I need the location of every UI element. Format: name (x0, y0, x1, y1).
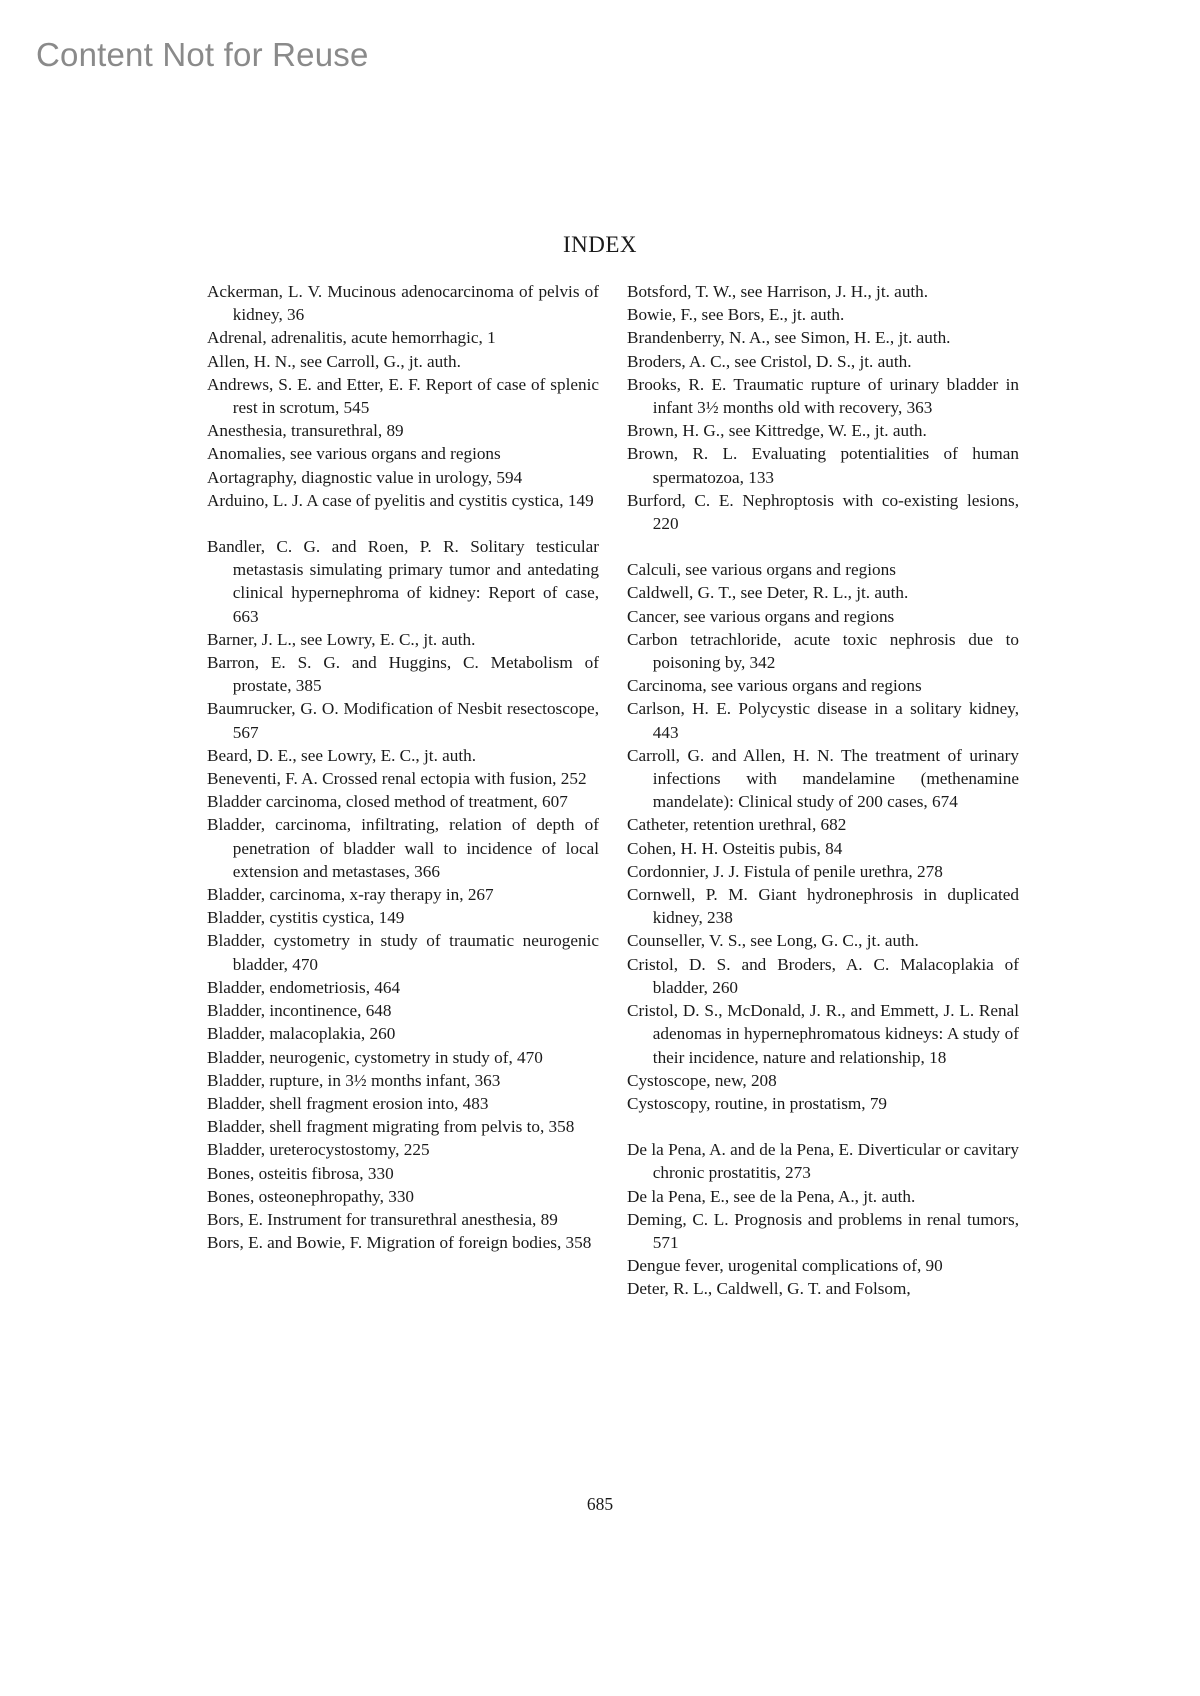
index-entry: Cystoscope, new, 208 (627, 1070, 777, 1090)
index-entry: Dengue fever, urogenital complications of, 90 (627, 1256, 943, 1276)
index-entry: Carcinoma, see various organs and regions (627, 676, 922, 696)
index-entry: Cancer, see various organs and regions (627, 606, 895, 626)
index-entry: Bladder, malacoplakia, 260 (207, 1024, 396, 1044)
page-number: 685 (586, 1494, 614, 1514)
index-entry: Allen, H. N., see Carroll, G., jt. auth. (207, 351, 461, 371)
index-entry: Cristol, D. S. and Broders, A. C. Malacoplakia of bladder, 260 (627, 954, 1019, 997)
index-entry: Bones, osteitis fibrosa, 330 (207, 1163, 394, 1183)
index-entry: Anomalies, see various organs and regions (207, 444, 501, 464)
index-entry: De la Pena, A. and de la Pena, E. Diverticular or cavitary chronic prostatitis, 273 (627, 1140, 1019, 1183)
index-entry: Counseller, V. S., see Long, G. C., jt. auth. (627, 931, 919, 951)
index-entry: Cristol, D. S., McDonald, J. R., and Emmett, J. L. Renal adenomas in hypernephromatous kidneys: A study of their incidence, nature and relationship, 18 (627, 1001, 1019, 1067)
index-entry: Brooks, R. E. Traumatic rupture of urinary bladder in infant 3½ months old with recovery, 363 (627, 374, 1019, 418)
index-entry: Bandler, C. G. and Roen, P. R. Solitary testicular metastasis simulating primary tumor and antedating clinical hypernephroma of kidney: Report of case, 663 (207, 537, 599, 626)
index-entry: Aortagraphy, diagnostic value in urology, 594 (207, 467, 523, 487)
index-entry: Ackerman, L. V. Mucinous adenocarcinoma of pelvis of kidney, 36 (207, 282, 599, 325)
index-entry: Bladder, carcinoma, infiltrating, relation of depth of penetration of bladder wall to incidence of local extension and metastases, 366 (207, 815, 599, 881)
index-entry: Deming, C. L. Prognosis and problems in renal tumors, 571 (627, 1209, 1019, 1252)
index-entry: Brown, H. G., see Kittredge, W. E., jt. auth. (627, 421, 927, 441)
index-entry: Bladder, cystitis cystica, 149 (207, 908, 405, 928)
index-entry: Carbon tetrachloride, acute toxic nephrosis due to poisoning by, 342 (627, 629, 1019, 673)
index-entry: Beneventi, F. A. Crossed renal ectopia with fusion, 252 (207, 769, 587, 789)
index-entry: Carlson, H. E. Polycystic disease in a solitary kidney, 443 (627, 699, 1019, 742)
index-entry: Cohen, H. H. Osteitis pubis, 84 (627, 838, 843, 858)
index-entry: Bors, E. and Bowie, F. Migration of foreign bodies, 358 (207, 1233, 592, 1253)
page-title: INDEX (562, 232, 638, 257)
index-entry: Barner, J. L., see Lowry, E. C., jt. auth. (207, 629, 476, 649)
index-entry: Beard, D. E., see Lowry, E. C., jt. auth. (207, 745, 477, 765)
index-entry: Bladder, ureterocystostomy, 225 (207, 1140, 430, 1160)
index-entry: Bladder, neurogenic, cystometry in study of, 470 (207, 1047, 543, 1067)
index-entry: Bladder, endometriosis, 464 (207, 977, 401, 997)
index-entry: Barron, E. S. G. and Huggins, C. Metabolism of prostate, 385 (207, 653, 599, 696)
index-entry: Bladder, carcinoma, x-ray therapy in, 267 (207, 885, 494, 905)
index-entry: De la Pena, E., see de la Pena, A., jt. auth. (627, 1186, 916, 1206)
index-entry: Brown, R. L. Evaluating potentialities of human spermatozoa, 133 (627, 444, 1019, 487)
index-entry: Cornwell, P. M. Giant hydronephrosis in duplicated kidney, 238 (627, 885, 1019, 928)
index-entry: Botsford, T. W., see Harrison, J. H., jt. auth. (627, 282, 929, 301)
index-entry: Bones, osteonephropathy, 330 (207, 1186, 415, 1206)
index-entry: Anesthesia, transurethral, 89 (207, 421, 404, 441)
index-entry: Bladder, shell fragment migrating from pelvis to, 358 (207, 1117, 575, 1137)
index-entry: Bladder, rupture, in 3½ months infant, 363 (207, 1070, 501, 1090)
index-entry: Catheter, retention urethral, 682 (627, 815, 847, 835)
index-entry: Bladder carcinoma, closed method of treatment, 607 (207, 792, 568, 812)
index-entry: Broders, A. C., see Cristol, D. S., jt. auth. (627, 351, 912, 371)
index-entry: Bowie, F., see Bors, E., jt. auth. (627, 305, 845, 325)
index-entry: Bladder, cystometry in study of traumatic neurogenic bladder, 470 (207, 931, 599, 974)
index-entry: Bladder, shell fragment erosion into, 483 (207, 1093, 489, 1113)
index-column-left (207, 280, 599, 1254)
index-entry: Deter, R. L., Caldwell, G. T. and Folsom, (627, 1279, 911, 1299)
index-entry: Bors, E. Instrument for transurethral anesthesia, 89 (207, 1209, 558, 1229)
index-column-right (627, 280, 1019, 1301)
index-entry: Bladder, incontinence, 648 (207, 1001, 392, 1021)
index-entry: Burford, C. E. Nephroptosis with co-existing lesions, 220 (627, 490, 1019, 534)
index-entry: Cystoscopy, routine, in prostatism, 79 (627, 1093, 888, 1113)
index-entry: Baumrucker, G. O. Modification of Nesbit resectoscope, 567 (207, 699, 599, 742)
index-entry: Adrenal, adrenalitis, acute hemorrhagic, 1 (207, 328, 496, 348)
index-entry: Calculi, see various organs and regions (627, 560, 896, 580)
index-entry: Andrews, S. E. and Etter, E. F. Report of case of splenic rest in scrotum, 545 (207, 374, 599, 418)
index-entry: Arduino, L. J. A case of pyelitis and cystitis cystica, 149 (207, 490, 594, 510)
index-entry: Brandenberry, N. A., see Simon, H. E., jt. auth. (627, 328, 951, 348)
index-entry: Carroll, G. and Allen, H. N. The treatment of urinary infections with mandelamine (methenamine mandelate): Clinical study of 200 cases, 674 (627, 745, 1019, 812)
index-entry: Caldwell, G. T., see Deter, R. L., jt. auth. (627, 583, 909, 603)
index-entry: Cordonnier, J. J. Fistula of penile urethra, 278 (627, 861, 943, 881)
watermark: Content Not for Reuse (36, 36, 369, 73)
